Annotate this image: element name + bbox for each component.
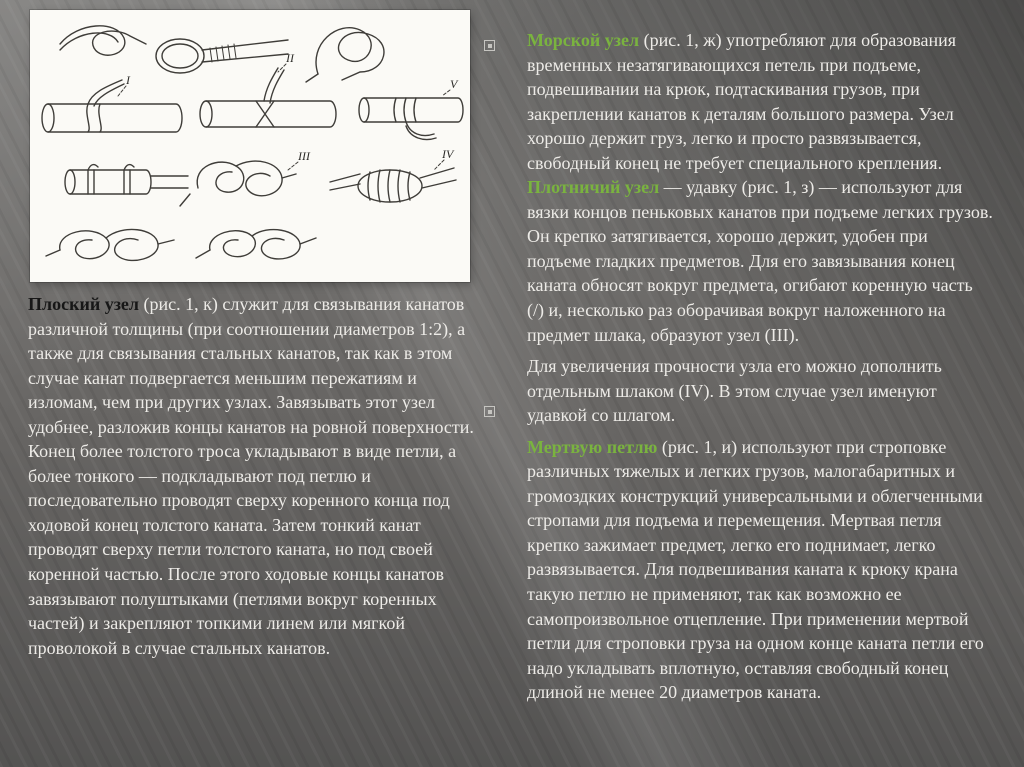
knots-figure [30,10,470,282]
bullet-square-1 [484,40,495,51]
right-text-block [527,28,993,712]
carpenter-knot-body: — удавку (рис. 1, з) — используют для вязки концов пеньковых канатов при подъеме легких грузов. Он крепко затягивается, хорошо держит, удобен при подъеме гладких предметов. Для его завязывания конец каната обносят вокруг предмета, огибают коренную часть (/) и, несколько раз оборачивая вокруг наложенного на предмет шлака, образуют узел (III). [527,177,993,345]
figure-label-3: III [298,149,310,163]
knots-figure-drawing [30,10,470,282]
figure-label-4: IV [442,147,454,161]
paragraph-carpenter-knot [527,175,993,347]
flat-knot-heading: Плоский узел [28,294,140,314]
paragraph-sea-knot [527,28,993,175]
figure-label-5: V [450,77,458,91]
paragraph-shlag-note [527,354,993,428]
dead-loop-heading: Мертвую петлю [527,436,658,457]
sea-knot-heading: Морской узел [527,30,640,50]
bullet-square-2 [484,406,495,417]
dead-loop-body: (рис. 1, и) используют при строповке различных тяжелых и легких грузов, малогабаритных и громоздких конструкций универсальными и облегченными стропами для подъема и перемещения. Мертвая петля крепко зажимает предмет, легко его поднимает, легко развязывается. Для подвешивания каната к крюку крана такую петлю не применяют, так как возможно ее самопроизвольное отцепление. При применении мертвой петли для строповки груза на одном конце каната петли его надо укладывать вплотную, оставляя свободный конец длиной не менее 20 диаметров каната. [527,436,984,703]
sea-knot-body: (рис. 1, ж) употребляют для образования временных незатягивающихся петель при подъеме, подвешивании на крюк, подтаскивания грузов, при закреплении канатов к деталям большого размера. Узел хорошо держит груз, легко и просто развязывается, свободный конец не требует специального крепления. [527,30,957,173]
flat-knot-body: (рис. 1, к) служит для связывания канатов различной толщины (при соотношении диаметров 1:2), а также для связывания стальных канатов, так как в этом случае канат подвергается меньшим пережатиям и изломам, чем при других узлах. Завязывать этот узел удобнее, разложив концы канатов на ровной поверхности. Конец более толстого троса укладывают в виде петли, а более тонкого — подкладывают под петлю и последовательно проводят сверху коренного конца под ходовой конец толстого каната. Затем тонкий канат проводят сверху петли толстого каната, но под своей коренной частью. После этого ходовые концы канатов завязывают полуштыками (петлями вокруг коренных частей) и закрепляют топкими линем или мягкой проволокой в случае стальных канатов. [28,294,474,658]
paragraph-dead-loop [527,435,993,705]
figure-label-1: I [126,73,130,87]
paragraph-flat-knot [28,292,482,660]
carpenter-knot-heading: Плотничий узел [527,177,660,198]
shlag-note-body: Для увеличения прочности узла его можно дополнить отдельным шлаком (IV). В этом случае узел именуют удавкой со шлагом. [527,356,942,426]
left-text-block [28,292,482,660]
figure-label-2: II [286,51,294,65]
